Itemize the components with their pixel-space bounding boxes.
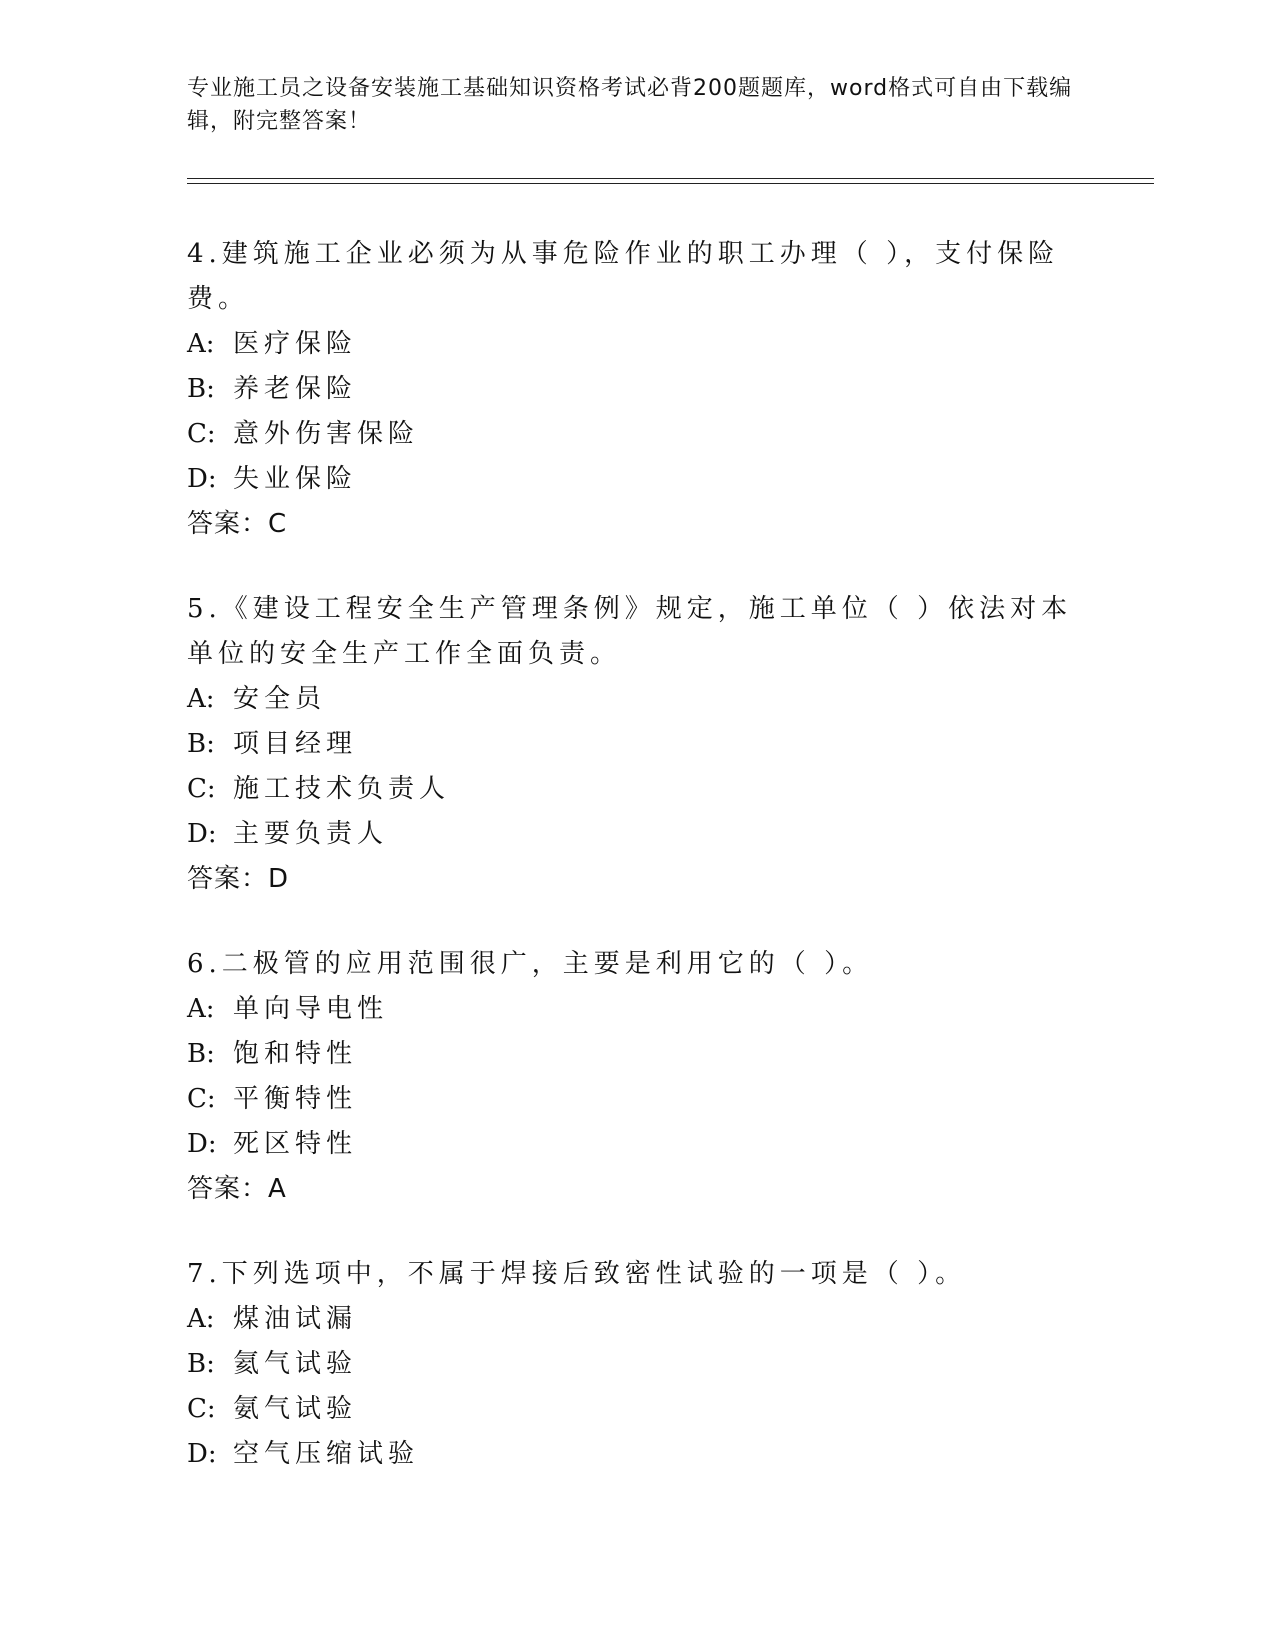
option-a	[187, 1297, 1087, 1342]
option-text: 氦气试验	[233, 1349, 358, 1379]
question-text: 5.《建设工程安全生产管理条例》规定，施工单位（ ）依法对本单位的安全生产工作全面负责。	[187, 594, 1073, 669]
option-c	[187, 1077, 1087, 1122]
option-text: 主要负责人	[233, 819, 389, 849]
question	[187, 587, 1087, 902]
option-text: 项目经理	[233, 729, 358, 759]
question-text: 7.下列选项中，不属于焊接后致密性试验的一项是（ ）。	[187, 1259, 967, 1289]
question	[187, 232, 1087, 547]
option-letter: B:	[187, 1039, 215, 1069]
document-header: 专业施工员之设备安装施工基础知识资格考试必背200题题库，word格式可自由下载编辑，附完整答案！	[187, 76, 1073, 134]
option-text: 死区特性	[233, 1129, 358, 1159]
header-divider-bottom	[187, 183, 1154, 184]
option-a	[187, 987, 1087, 1032]
option-letter: D:	[187, 819, 217, 849]
option-text: 空气压缩试验	[233, 1439, 420, 1469]
option-text: 氨气试验	[233, 1394, 358, 1424]
option-letter: C:	[187, 1394, 216, 1424]
option-a	[187, 677, 1087, 722]
option-text: 意外伤害保险	[233, 419, 420, 449]
option-b	[187, 1032, 1087, 1077]
question-text: 6.二极管的应用范围很广，主要是利用它的（ ）。	[187, 949, 874, 979]
option-b	[187, 722, 1087, 767]
option-text: 平衡特性	[233, 1084, 358, 1114]
option-c	[187, 767, 1087, 812]
answer: 答案：A	[187, 1174, 287, 1204]
option-text: 失业保险	[233, 464, 358, 494]
option-letter: C:	[187, 1084, 216, 1114]
option-letter: D:	[187, 1439, 217, 1469]
option-d	[187, 457, 1087, 502]
option-text: 单向导电性	[233, 994, 389, 1024]
option-b	[187, 1342, 1087, 1387]
option-a	[187, 322, 1087, 367]
option-letter: D:	[187, 464, 217, 494]
option-text: 养老保险	[233, 374, 358, 404]
option-text: 安全员	[233, 684, 327, 714]
header-divider-top	[187, 178, 1154, 179]
option-letter: A:	[187, 329, 215, 359]
question	[187, 942, 1087, 1212]
option-letter: B:	[187, 729, 215, 759]
option-letter: A:	[187, 1304, 215, 1334]
option-text: 医疗保险	[233, 329, 358, 359]
option-text: 饱和特性	[233, 1039, 358, 1069]
option-d	[187, 812, 1087, 857]
option-d	[187, 1122, 1087, 1167]
option-letter: A:	[187, 994, 215, 1024]
answer: 答案：C	[187, 509, 288, 539]
option-b	[187, 367, 1087, 412]
question-text: 4.建筑施工企业必须为从事危险作业的职工办理（ ），支付保险费。	[187, 239, 1060, 314]
answer: 答案：D	[187, 864, 290, 894]
option-c	[187, 1387, 1087, 1432]
option-text: 煤油试漏	[233, 1304, 358, 1334]
option-letter: B:	[187, 374, 215, 404]
option-letter: D:	[187, 1129, 217, 1159]
question-list	[187, 232, 1087, 1517]
option-letter: B:	[187, 1349, 215, 1379]
option-letter: C:	[187, 419, 216, 449]
option-c	[187, 412, 1087, 457]
option-letter: A:	[187, 684, 215, 714]
option-d	[187, 1432, 1087, 1477]
question	[187, 1252, 1087, 1477]
option-letter: C:	[187, 774, 216, 804]
option-text: 施工技术负责人	[233, 774, 451, 804]
